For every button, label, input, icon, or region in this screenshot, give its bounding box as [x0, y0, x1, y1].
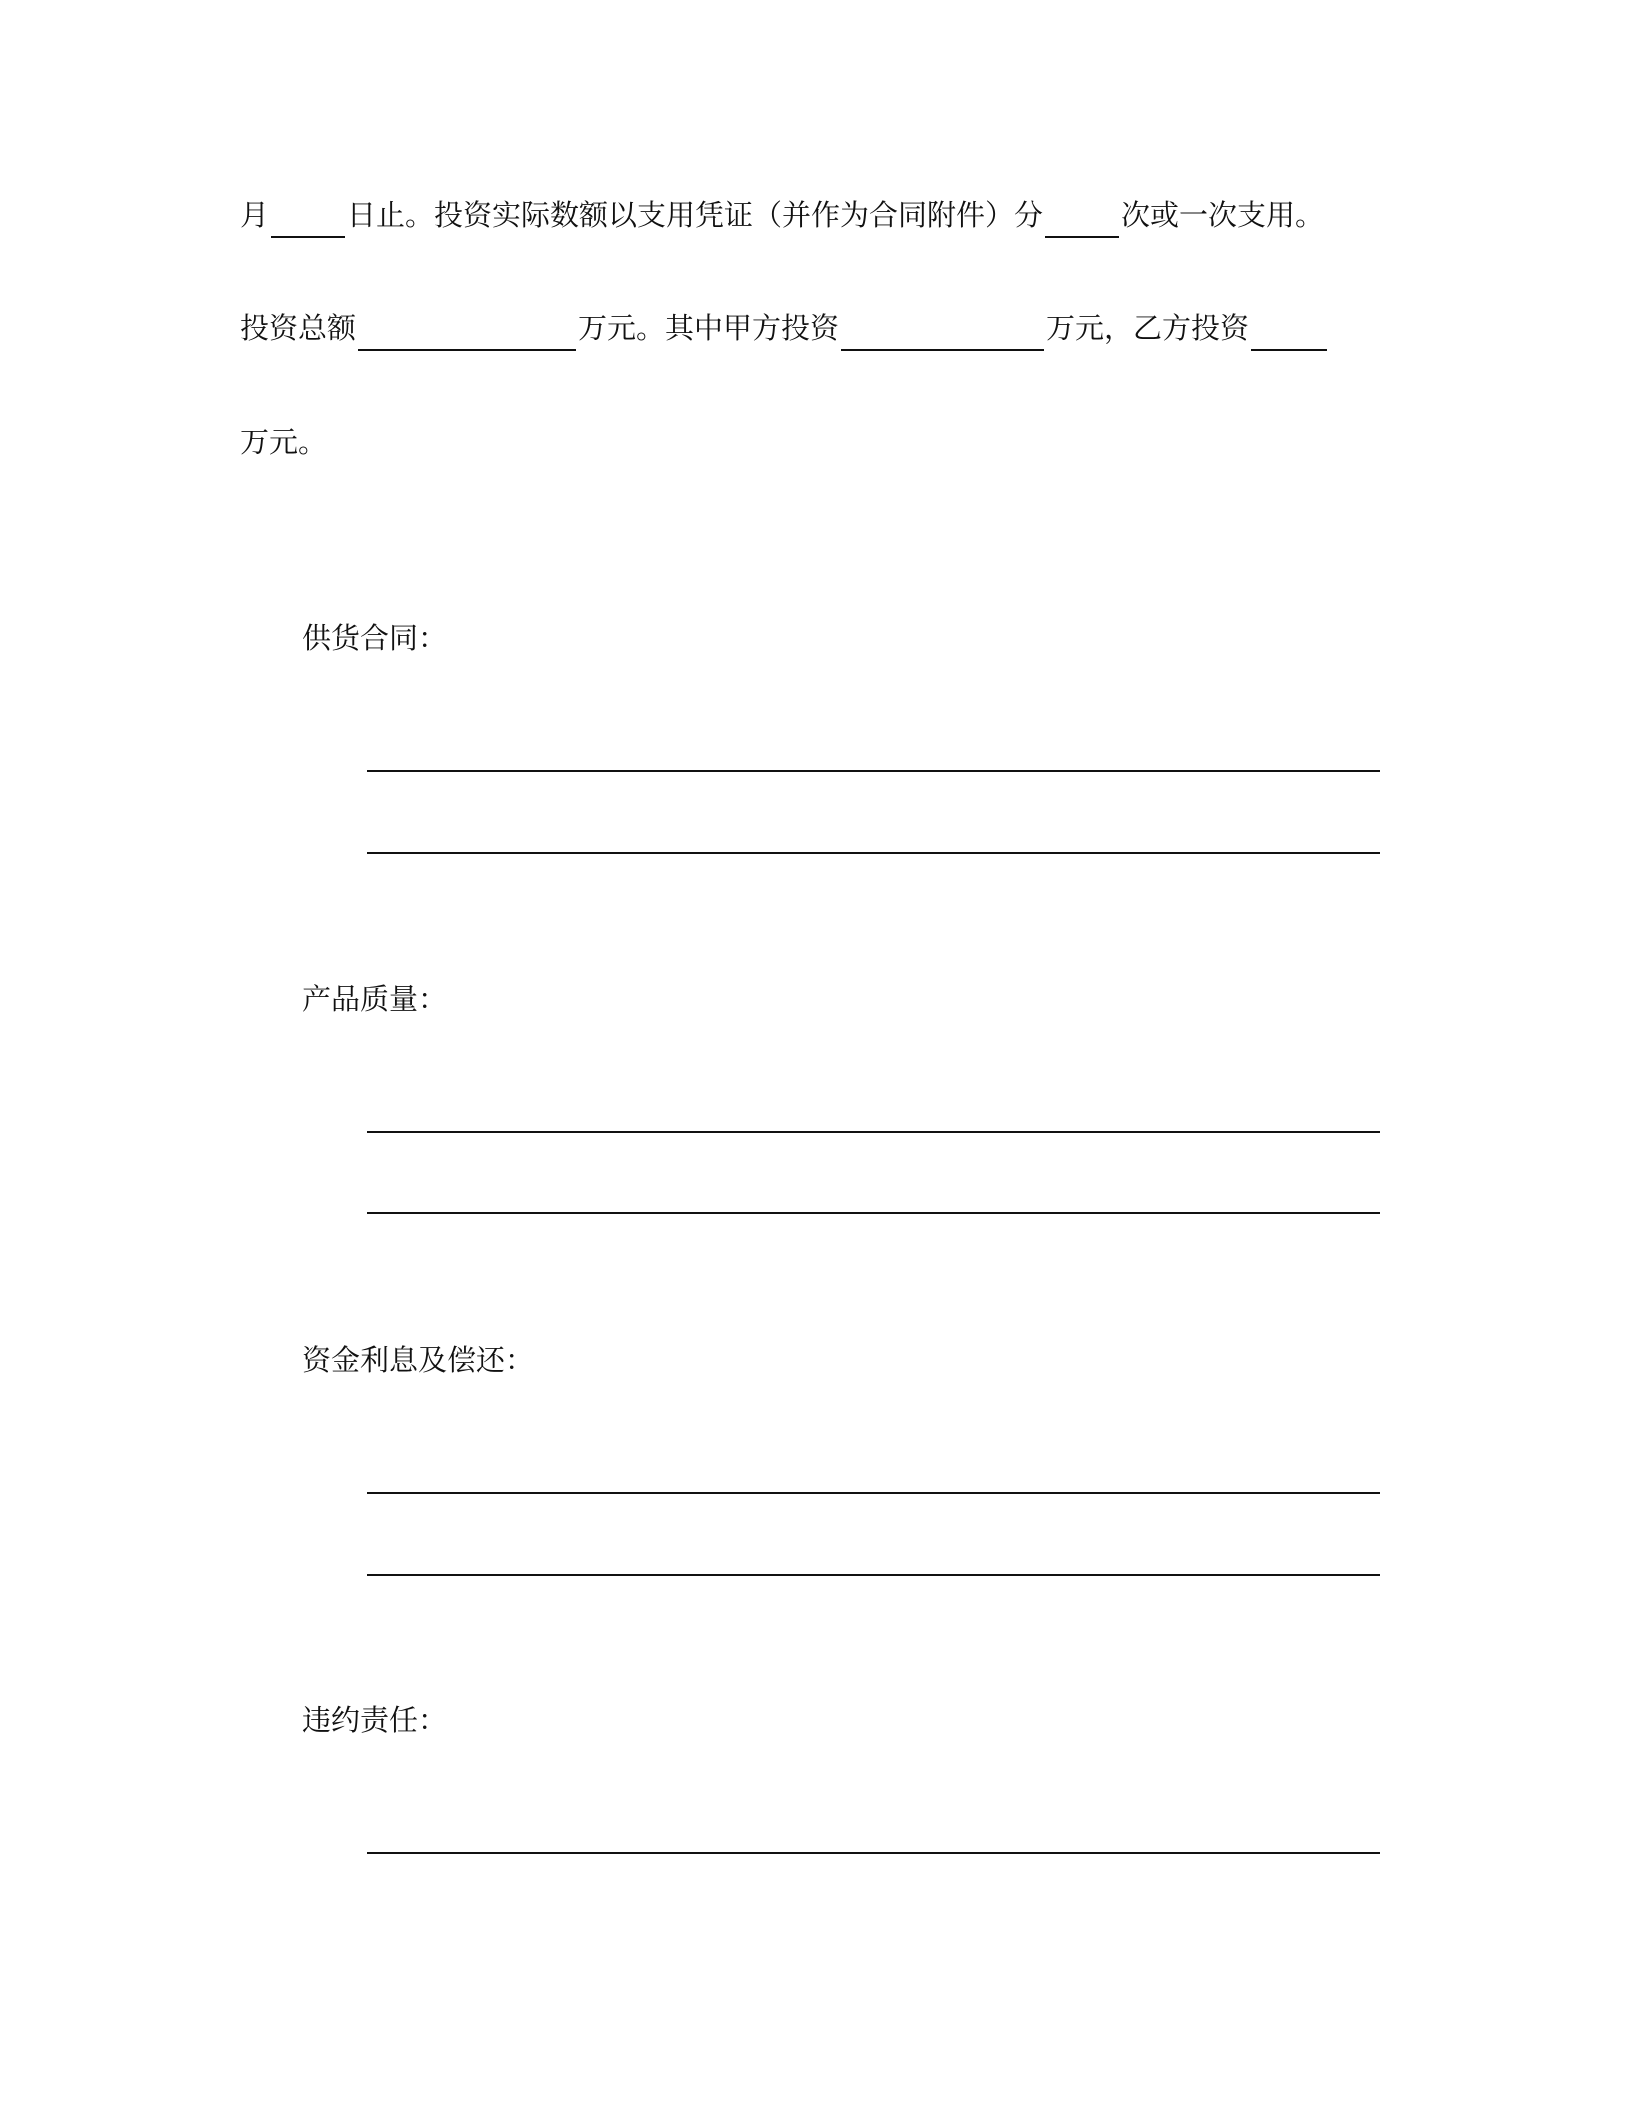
- text-installments: 次或一次支用。: [1121, 198, 1325, 232]
- interest-repayment-line-1[interactable]: [367, 1492, 1380, 1494]
- blank-party-a-amount-field[interactable]: [841, 313, 1044, 351]
- interest-repayment-line-2[interactable]: [367, 1574, 1380, 1576]
- blank-total-amount-field[interactable]: [358, 313, 576, 351]
- text-until-day: 日止。投资实际数额以支用凭证（并作为合同附件）分: [347, 198, 1044, 232]
- blank-times-field[interactable]: [1045, 200, 1119, 238]
- section-title-interest-repayment: 资金利息及偿还：: [302, 1343, 535, 1377]
- section-title-product-quality: 产品质量：: [302, 982, 448, 1016]
- paragraph-line-2: [240, 305, 1329, 351]
- paragraph-line-3: [240, 419, 327, 465]
- supply-contract-line-1[interactable]: [367, 770, 1380, 772]
- section-title-breach-liability: 违约责任：: [302, 1703, 448, 1737]
- text-party-a-investment: 万元。其中甲方投资: [578, 311, 840, 345]
- blank-day-field[interactable]: [271, 200, 345, 238]
- text-month: 月: [240, 198, 270, 232]
- supply-contract-line-2[interactable]: [367, 852, 1380, 854]
- text-party-b-investment: 万元，乙方投资: [1046, 311, 1250, 345]
- product-quality-line-1[interactable]: [367, 1131, 1380, 1133]
- text-total-investment: 投资总额: [240, 311, 357, 345]
- section-title-supply-contract: 供货合同：: [302, 621, 448, 655]
- product-quality-line-2[interactable]: [367, 1212, 1380, 1214]
- breach-liability-line-1[interactable]: [367, 1852, 1380, 1854]
- blank-party-b-amount-field[interactable]: [1251, 313, 1327, 351]
- paragraph-line-1: [240, 192, 1324, 238]
- text-ten-thousand-yuan: 万元。: [240, 425, 328, 459]
